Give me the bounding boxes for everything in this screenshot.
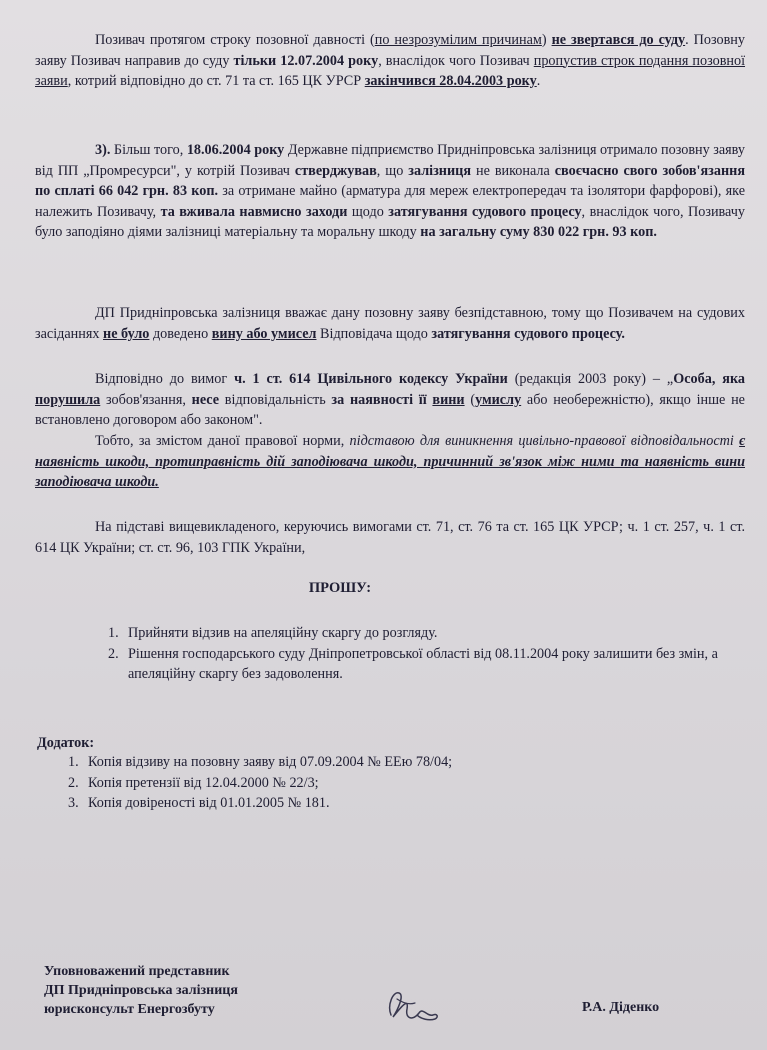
signatory-position: юрисконсульт Енергозбуту bbox=[44, 1002, 215, 1017]
signatory-title: Уповноважений представник bbox=[44, 964, 230, 979]
text-run: Відповідно до вимог bbox=[95, 371, 235, 387]
signatory-organization: ДП Придніпровська залізниця bbox=[44, 983, 238, 998]
text-run: , внаслідок чого Позивач bbox=[378, 52, 534, 69]
text-run: несе bbox=[191, 391, 220, 408]
text-run: , що bbox=[376, 162, 409, 179]
text-run: затягування судового процесу bbox=[388, 203, 582, 220]
text-run: тільки 12.07.2004 року bbox=[233, 52, 379, 69]
text-run: 18.06.2004 року bbox=[186, 142, 285, 158]
text-run: ) bbox=[541, 32, 552, 48]
list-item bbox=[108, 644, 748, 685]
text-run: є наявність шкоди, протиправність дій заподіювача шкоди, причинний зв'язок між ними та наявність вини заподіювача шкоди. bbox=[35, 433, 745, 491]
list-text: Прийняти відзив на апеляційну скаргу до розгляду. bbox=[128, 625, 438, 641]
text-run: . Позовну заяву Позивач направив до суду bbox=[35, 32, 745, 69]
handwritten-signature-icon bbox=[383, 985, 443, 1027]
list-item bbox=[68, 793, 728, 814]
list-item bbox=[68, 773, 728, 794]
text-run: пропустив строк подання позовної заяви bbox=[35, 52, 746, 90]
text-run: на загальну суму 830 022 грн. 93 коп. bbox=[420, 224, 657, 241]
text-run: не виконала bbox=[471, 162, 555, 179]
text-run: відповідальність bbox=[219, 391, 332, 408]
text-run: підставою для виникнення цивільно-правової відповідальності bbox=[349, 433, 740, 449]
text-run: не було bbox=[103, 325, 150, 342]
text-run: щодо bbox=[347, 203, 389, 220]
text-run: доведено bbox=[149, 325, 212, 342]
list-item bbox=[68, 752, 728, 773]
text-run: зобов'язання, bbox=[100, 391, 192, 408]
list-number: 3. bbox=[68, 795, 79, 812]
text-run: закінчився 28.04.2003 року bbox=[364, 73, 537, 90]
text-run: не звертався до суду bbox=[551, 32, 686, 48]
text-run: вину або умисел bbox=[211, 325, 317, 342]
text-run: умислу bbox=[475, 391, 522, 408]
paragraph-limitation-period bbox=[35, 30, 745, 92]
text-run: за наявності її bbox=[331, 391, 433, 408]
request-list bbox=[108, 623, 748, 685]
text-run: 3). bbox=[95, 142, 114, 158]
text-run: ( bbox=[464, 391, 476, 408]
text-run: затягування судового процесу. bbox=[431, 325, 625, 342]
text-run: (редакція 2003 року) – „ bbox=[507, 371, 674, 387]
attachments-list bbox=[68, 752, 728, 814]
text-run: своєчасно свого зобов'язання по сплаті 66 042 грн. 83 коп. bbox=[35, 162, 745, 200]
text-run: , внаслідок чого, Позивачу було заподіяно діями залізниці матеріальну та моральну шкоду bbox=[35, 203, 746, 241]
text-run: та вживала навмисно заходи bbox=[160, 203, 348, 220]
list-text: Копія довіреності від 01.01.2005 № 181. bbox=[88, 795, 330, 812]
text-run: порушила bbox=[35, 391, 101, 408]
text-run: залізниця bbox=[408, 162, 472, 179]
list-number: 1. bbox=[108, 625, 119, 641]
paragraph-claim-details bbox=[35, 140, 745, 243]
request-heading: ПРОШУ: bbox=[308, 580, 372, 596]
text-run: Більш того, bbox=[113, 142, 187, 158]
text-run: ч. 1 ст. 614 Цивільного кодексу України bbox=[234, 371, 508, 387]
paragraph-grounds: На підставі вищевикладеного, керуючись вимогами ст. 71, ст. 76 та ст. 165 ЦК УРСР; ч. 1 ст. 257, ч. 1 ст. 614 ЦК України; ст. ст. 96, 103 ГПК України, bbox=[35, 519, 745, 556]
text-run: Державне підприємство Придніпровська залізниця отримало позовну заяву від ПП „Промресурси", у котрій Позивач bbox=[35, 142, 745, 179]
text-run: стверджував bbox=[294, 162, 377, 179]
text-run: . bbox=[536, 73, 541, 90]
signature-block bbox=[44, 962, 238, 1019]
text-run: Тобто, за змістом даної правової норми, bbox=[95, 433, 350, 449]
text-run: вини bbox=[432, 391, 465, 408]
attachments-heading: Додаток: bbox=[37, 735, 95, 751]
list-text: Копія відзиву на позовну заяву від 07.09.2004 № ЕЕю 78/04; bbox=[88, 754, 453, 770]
text-run: Позивач протягом строку позовної давності ( bbox=[95, 32, 375, 48]
paragraph-legal-norm bbox=[35, 431, 745, 493]
text-run: Особа, яка bbox=[673, 371, 746, 387]
paragraph-civil-code bbox=[35, 369, 745, 431]
text-run: ДП Придніпровська залізниця вважає дану позовну заяву безпідставною, тому що Позивачем на судових засіданнях bbox=[35, 305, 745, 342]
list-number: 2. bbox=[68, 774, 79, 791]
list-text: Копія претензії від 12.04.2000 № 22/3; bbox=[88, 774, 319, 791]
text-run: , котрий відповідно до ст. 71 та ст. 165 ЦК УРСР bbox=[67, 73, 365, 90]
list-text: Рішення господарського суду Дніпропетровської області від 08.11.2004 року залишити без змін, а апеляційну скаргу без задоволення. bbox=[128, 645, 718, 683]
signatory-name: Р.А. Діденко bbox=[582, 1000, 660, 1015]
text-run: за отримане майно (арматура для мереж електропередач та ізолятори фарфорові), яке належить Позивачу, bbox=[35, 183, 746, 220]
list-number: 1. bbox=[68, 754, 79, 770]
paragraph-railway-position bbox=[35, 303, 745, 344]
text-run: або необережністю), якщо інше не встановлено договором або законом". bbox=[35, 391, 745, 429]
list-number: 2. bbox=[108, 645, 119, 662]
text-run: по незрозумілим причинам bbox=[374, 32, 542, 48]
list-item bbox=[108, 623, 748, 644]
text-run: Відповідача щодо bbox=[316, 325, 432, 342]
